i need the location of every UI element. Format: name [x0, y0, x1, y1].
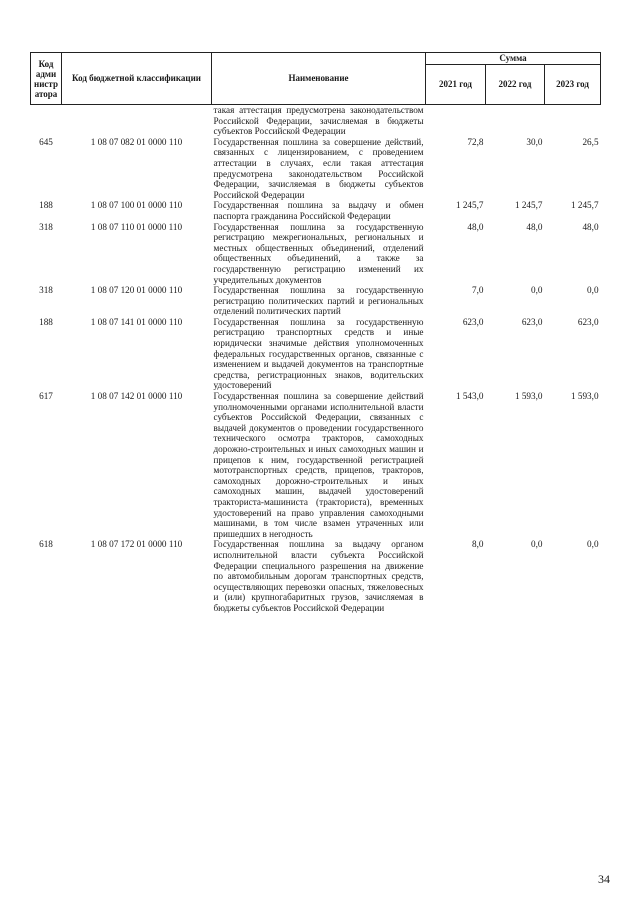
row-value-2021: 8,0	[472, 539, 484, 550]
row-value-2023: 623,0	[577, 316, 599, 327]
row-value-2023: 48,0	[582, 221, 599, 232]
row-admin: 645	[39, 136, 53, 147]
header-year-2022: 2022 год	[486, 65, 545, 105]
row-value-2021: 1 245,7	[455, 200, 484, 211]
table-row	[31, 539, 601, 613]
row-admin: 188	[39, 200, 53, 211]
page-number: 34	[598, 872, 610, 886]
row-name: Государственная пошлина за государственную регистрацию межрегиональных, региональных и местных общественных объединений, отделений общественных объединений, а также за государственную регистрацию изменений их учредительных документов	[213, 221, 424, 285]
row-name: Государственная пошлина за государственную регистрацию транспортных средств и иные юридически значимые действия уполномоченных федеральных государственных органов, связанные с изменением и выдачей документов на транспортные средства, регистрационных знаков, водительских удостоверений	[213, 316, 424, 391]
table-header	[31, 53, 601, 105]
row-value-2023: 0,0	[587, 539, 599, 550]
table-row	[31, 222, 601, 286]
row-value-2022: 1 245,7	[514, 200, 543, 211]
row-name: Государственная пошлина за выдачу органом исполнительной власти субъекта Российской Федерации специального разрешения на движение по автомобильным дорогам транспортных средств, осуществляющих перевозки опасных, тяжеловесных и (или) крупногабаритных грузов, зачисляемая в бюджеты субъектов Российской Федерации	[213, 539, 424, 613]
table-row-continuation	[31, 105, 601, 137]
table-row	[31, 200, 601, 221]
row-code: 1 08 07 082 01 0000 110	[90, 136, 183, 147]
row-admin: 618	[39, 539, 53, 550]
table-row	[31, 137, 601, 201]
row-value-2021: 623,0	[462, 316, 484, 327]
row-value-2021: 1 543,0	[455, 391, 484, 402]
row-code: 1 08 07 110 01 0000 110	[90, 221, 183, 232]
row-code: 1 08 07 120 01 0000 110	[90, 285, 183, 296]
table-row	[31, 391, 601, 539]
header-budget-code: Код бюджетной классификации	[62, 53, 212, 105]
row-value-2021: 48,0	[467, 221, 484, 232]
row-value-2023: 1 245,7	[570, 200, 599, 211]
header-sum: Сумма	[426, 53, 601, 65]
header-name: Наименование	[212, 53, 426, 105]
header-admin-code: Код адми нистр атора	[31, 53, 62, 105]
row-value-2023: 1 593,0	[570, 391, 599, 402]
row-value-2023: 0,0	[587, 285, 599, 296]
row-value-2021: 72,8	[467, 136, 484, 147]
row-admin: 617	[39, 391, 53, 402]
row-name: Государственная пошлина за совершение действий уполномоченными органами исполнительной власти субъектов Российской Федерации, связанных с выдачей документов о проведении государственного технического осмотра тракторов, самоходных дорожно-строительных и иных самоходных машин и прицепов к ним, государственной регистрацией мототранспортных средств, прицепов, тракторов, самоходных дорожно-строительных и иных самоходных машин, выдачей удостоверений тракториста-машиниста (тракториста), временных удостоверений на право управления самоходными машинами, в том числе взамен утраченных или пришедших в негодность	[213, 391, 424, 539]
row-name: Государственная пошлина за выдачу и обмен паспорта гражданина Российской Федерации	[213, 200, 424, 221]
row-value-2022: 48,0	[526, 221, 543, 232]
row-name: такая аттестация предусмотрена законодательством Российской Федерации, зачисляемая в бюджеты субъектов Российской Федерации	[213, 105, 424, 137]
budget-revenue-table	[30, 52, 601, 614]
row-admin: 318	[39, 285, 53, 296]
row-code: 1 08 07 100 01 0000 110	[90, 200, 183, 211]
header-year-2023: 2023 год	[545, 65, 601, 105]
row-value-2023: 26,5	[582, 136, 599, 147]
row-value-2021: 7,0	[472, 285, 484, 296]
row-value-2022: 623,0	[521, 316, 543, 327]
row-name: Государственная пошлина за совершение действий, связанных с лицензированием, с проведением аттестации в случаях, если такая аттестация предусмотрена законодательством Российской Федерации, зачисляемая в бюджеты субъектов Российской Федерации	[213, 136, 424, 200]
table-row	[31, 285, 601, 317]
row-code: 1 08 07 141 01 0000 110	[90, 316, 183, 327]
header-year-2021: 2021 год	[426, 65, 486, 105]
row-code: 1 08 07 142 01 0000 110	[90, 391, 183, 402]
row-admin: 318	[39, 221, 53, 232]
row-value-2022: 0,0	[531, 285, 543, 296]
row-value-2022: 0,0	[531, 539, 543, 550]
row-name: Государственная пошлина за государственную регистрацию политических партий и региональных отделений политических партий	[213, 285, 424, 317]
row-value-2022: 30,0	[526, 136, 543, 147]
row-code: 1 08 07 172 01 0000 110	[90, 539, 183, 550]
table-body	[31, 105, 601, 614]
row-admin: 188	[39, 316, 53, 327]
row-value-2022: 1 593,0	[514, 391, 543, 402]
table-row	[31, 317, 601, 391]
